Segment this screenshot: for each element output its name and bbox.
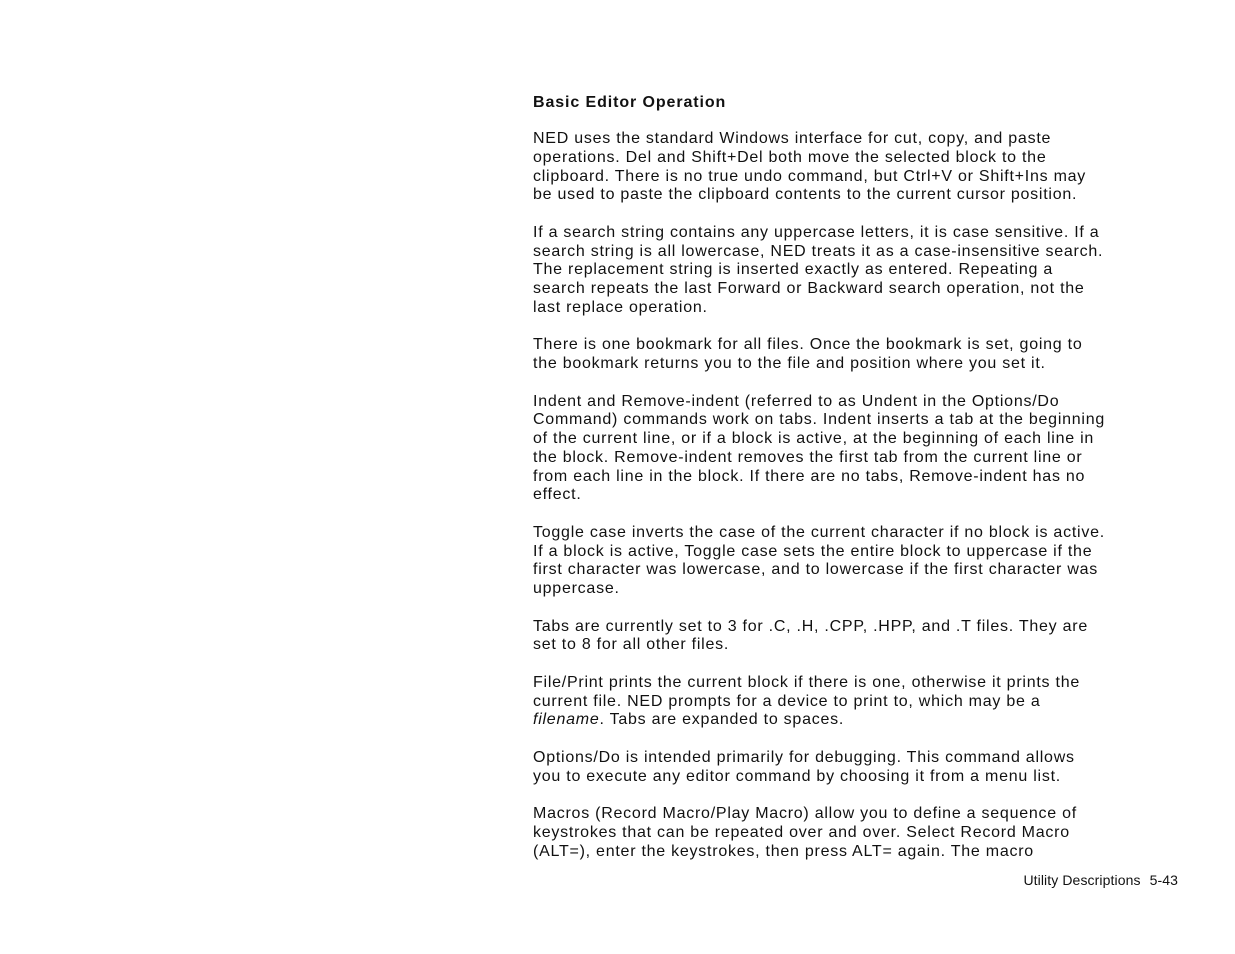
page-footer (1023, 872, 1178, 889)
paragraph-options-do (533, 749, 1193, 787)
text-line: There is one bookmark for all files. Once the bookmark is set, going to (533, 336, 1083, 354)
text-line: the block. Remove-indent removes the first tab from the current line or (533, 448, 1083, 466)
text-line: File/Print prints the current block if there is one, otherwise it prints the (533, 673, 1080, 691)
text-line: last replace operation. (533, 298, 708, 316)
text-line: search string is all lowercase, NED treats it as a case-insensitive search. (533, 242, 1104, 260)
page-body (533, 93, 1193, 880)
text-line: Tabs are currently set to 3 for .C, .H, .CPP, .HPP, and .T files. They are (533, 617, 1088, 635)
text-line: you to execute any editor command by choosing it from a menu list. (533, 767, 1061, 785)
text-line: be used to paste the clipboard contents to the current cursor position. (533, 186, 1078, 204)
text-line: uppercase. (533, 580, 620, 597)
text-line: current file. NED prompts for a device to print to, which may be a (533, 692, 1041, 710)
text-line: the bookmark returns you to the file and position where you set it. (533, 355, 1046, 372)
italic-term: filename (533, 711, 600, 729)
text-line: first character was lowercase, and to lowercase if the first character was (533, 561, 1099, 579)
text-line: Macros (Record Macro/Play Macro) allow you to define a sequence of (533, 805, 1077, 822)
text-fragment: . Tabs are expanded to spaces. (599, 711, 845, 729)
paragraph-macros (533, 805, 1193, 861)
text-line: set to 8 for all other files. (533, 636, 730, 654)
paragraph-bookmark (533, 336, 1193, 374)
text-line: The replacement string is inserted exactly as entered. Repeating a (533, 261, 1053, 279)
text-line: keystrokes that can be repeated over and over. Select Record Macro (533, 823, 1070, 841)
text-line: Command) commands work on tabs. Indent inserts a tab at the beginning (533, 411, 1106, 429)
paragraph-file-print (533, 674, 1193, 730)
text-line: (ALT=), enter the keystrokes, then press ALT= again. The macro (533, 842, 1034, 860)
text-line: If a block is active, Toggle case sets the entire block to uppercase if the (533, 542, 1093, 560)
text-line (533, 711, 1193, 730)
text-line: Options/Do is intended primarily for debugging. This command allows (533, 748, 1075, 766)
text-line: NED uses the standard Windows interface for cut, copy, and paste (533, 130, 1052, 147)
text-line: clipboard. There is no true undo command, but Ctrl+V or Shift+Ins may (533, 167, 1087, 185)
text-line: effect. (533, 486, 582, 504)
section-heading: Basic Editor Operation (533, 94, 727, 111)
text-line: If a search string contains any uppercase letters, it is case sensitive. If a (533, 223, 1100, 241)
paragraph-indent (533, 393, 1193, 506)
text-line: Indent and Remove-indent (referred to as Undent in the Options/Do (533, 392, 1060, 410)
text-line: operations. Del and Shift+Del both move the selected block to the (533, 148, 1047, 166)
paragraph-search (533, 224, 1193, 318)
text-line: search repeats the last Forward or Backward search operation, not the (533, 280, 1085, 297)
text-line: from each line in the block. If there are no tabs, Remove-indent has no (533, 467, 1086, 485)
text-line: of the current line, or if a block is active, at the beginning of each line in (533, 430, 1095, 447)
paragraph-cut-copy-paste (533, 130, 1193, 205)
paragraph-tabs (533, 618, 1193, 656)
footer-section-title: Utility Descriptions (1023, 872, 1141, 888)
paragraph-toggle-case (533, 524, 1193, 599)
footer-page-number: 5-43 (1149, 872, 1178, 888)
text-line: Toggle case inverts the case of the current character if no block is active. (533, 523, 1105, 541)
